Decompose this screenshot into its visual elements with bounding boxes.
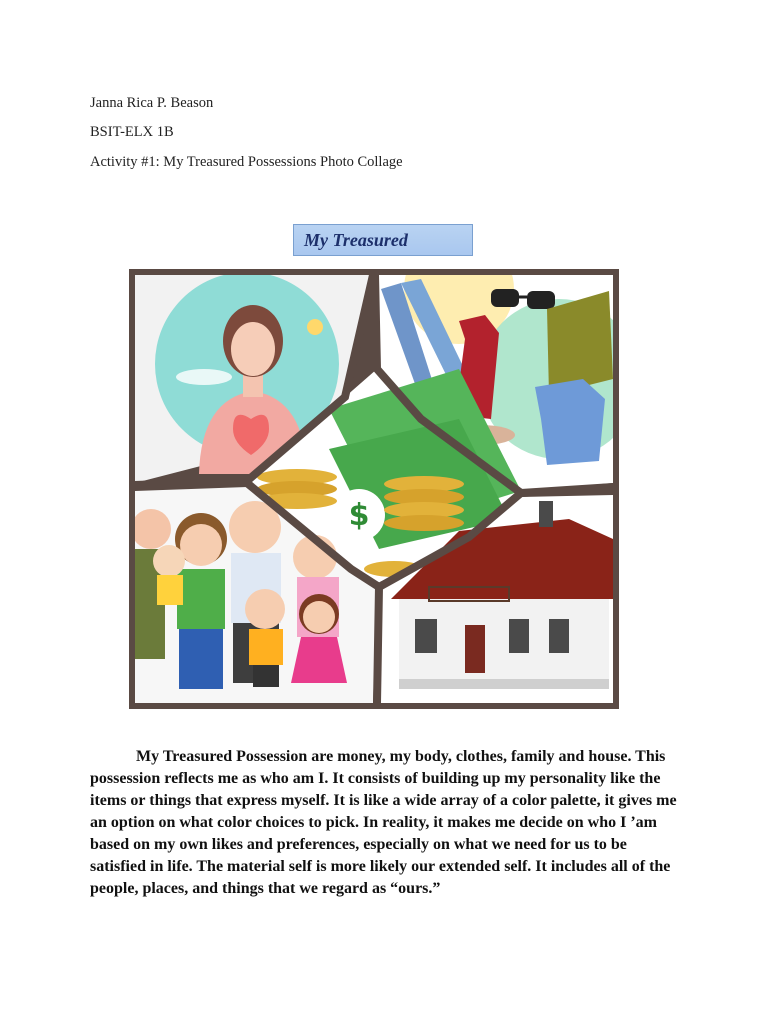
student-name: Janna Rica P. Beason [90,95,214,111]
photo-collage [129,269,619,709]
course-section: BSIT-ELX 1B [90,124,174,140]
collage-title-box: My Treasured [293,224,473,256]
dollar-sign: $ [348,498,370,533]
activity-title: Activity #1: My Treasured Possessions Photo Collage [90,154,403,170]
reflection-paragraph: My Treasured Possession are money, my body, clothes, family and house. This possession reflects me as who am I. It consists of building up my personality like the items or things that express myself. It is like a wide array of a color palette, it gives me an option on what color choices to pick. In reality, it makes me decide on who I ’am based on my own likes and preferences, especially on what we need for us to be satisfied in life. The material self is more likely our extended self. It includes all of the people, places, and things that we regard as “ours.” [90,748,677,897]
